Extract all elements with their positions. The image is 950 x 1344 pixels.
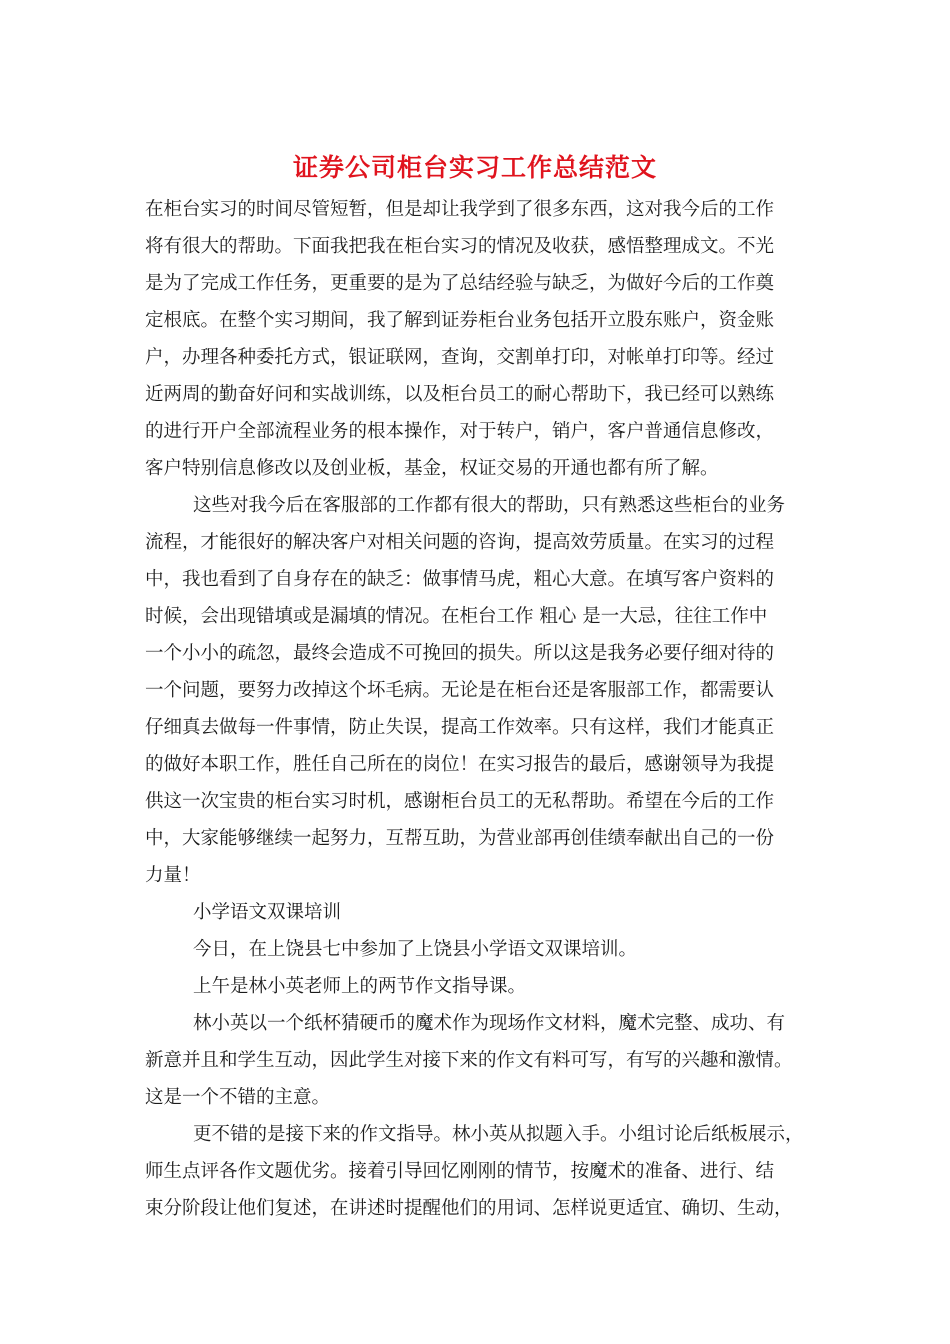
paragraph-line: 这些对我今后在客服部的工作都有很大的帮助，只有熟悉这些柜台的业务	[193, 495, 786, 516]
paragraph-line: 流程，才能很好的解决客户对相关问题的咨询，提高效劳质量。在实习的过程	[145, 532, 775, 553]
paragraph-line: 在柜台实习的时间尽管短暂，但是却让我学到了很多东西，这对我今后的工作	[145, 199, 775, 220]
paragraph-line: 是为了完成工作任务，更重要的是为了总结经验与缺乏，为做好今后的工作奠	[145, 273, 775, 294]
paragraph-line: 力量！	[145, 865, 201, 886]
paragraph-line: 供这一次宝贵的柜台实习时机，感谢柜台员工的无私帮助。希望在今后的工作	[145, 791, 775, 812]
paragraph-line: 束分阶段让他们复述，在讲述时提醒他们的用词、怎样说更适宜、确切、生动，	[145, 1198, 793, 1219]
paragraph-line: 定根底。在整个实习期间，我了解到证券柜台业务包括开立股东账户，资金账	[145, 310, 775, 331]
paragraph-line: 的做好本职工作，胜任自己所在的岗位！在实习报告的最后，感谢领导为我提	[145, 754, 775, 775]
paragraph-line: 这是一个不错的主意。	[145, 1087, 331, 1108]
paragraph-line: 将有很大的帮助。下面我把我在柜台实习的情况及收获，感悟整理成文。不光	[145, 236, 775, 257]
paragraph-line: 中，我也看到了自身存在的缺乏：做事情马虎，粗心大意。在填写客户资料的	[145, 569, 775, 590]
paragraph-line: 客户特别信息修改以及创业板，基金，权证交易的开通也都有所了解。	[145, 458, 719, 479]
paragraph-line: 时候，会出现错填或是漏填的情况。在柜台工作 粗心 是一大忌，往往工作中	[145, 606, 768, 627]
paragraph-line: 的进行开户全部流程业务的根本操作，对于转户，销户，客户普通信息修改，	[145, 421, 775, 442]
paragraph-line: 林小英以一个纸杯猜硬币的魔术作为现场作文材料，魔术完整、成功、有	[193, 1013, 786, 1034]
paragraph-line: 师生点评各作文题优劣。接着引导回忆刚刚的情节，按魔术的准备、进行、结	[145, 1161, 775, 1182]
paragraph-line: 仔细真去做每一件事情，防止失误，提高工作效率。只有这样，我们才能真正	[145, 717, 775, 738]
paragraph-line: 今日，在上饶县七中参加了上饶县小学语文双课培训。	[193, 939, 638, 960]
paragraph-line: 新意并且和学生互动，因此学生对接下来的作文有料可写，有写的兴趣和激情。	[145, 1050, 793, 1071]
paragraph-line: 一个问题，要努力改掉这个坏毛病。无论是在柜台还是客服部工作，都需要认	[145, 680, 775, 701]
document-title: 证券公司柜台实习工作总结范文	[292, 153, 657, 182]
paragraph-line: 一个小小的疏忽，最终会造成不可挽回的损失。所以这是我务必要仔细对待的	[145, 643, 775, 664]
paragraph-line: 上午是林小英老师上的两节作文指导课。	[193, 976, 527, 997]
paragraph-line: 更不错的是接下来的作文指导。林小英从拟题入手。小组讨论后纸板展示，	[193, 1124, 804, 1145]
paragraph-line: 户，办理各种委托方式，银证联网，查询，交割单打印，对帐单打印等。经过	[145, 347, 775, 368]
paragraph-line: 近两周的勤奋好问和实战训练，以及柜台员工的耐心帮助下，我已经可以熟练	[145, 384, 775, 405]
paragraph-line: 中，大家能够继续一起努力，互帮互助，为营业部再创佳绩奉献出自己的一份	[145, 828, 775, 849]
section-heading: 小学语文双课培训	[193, 902, 342, 923]
